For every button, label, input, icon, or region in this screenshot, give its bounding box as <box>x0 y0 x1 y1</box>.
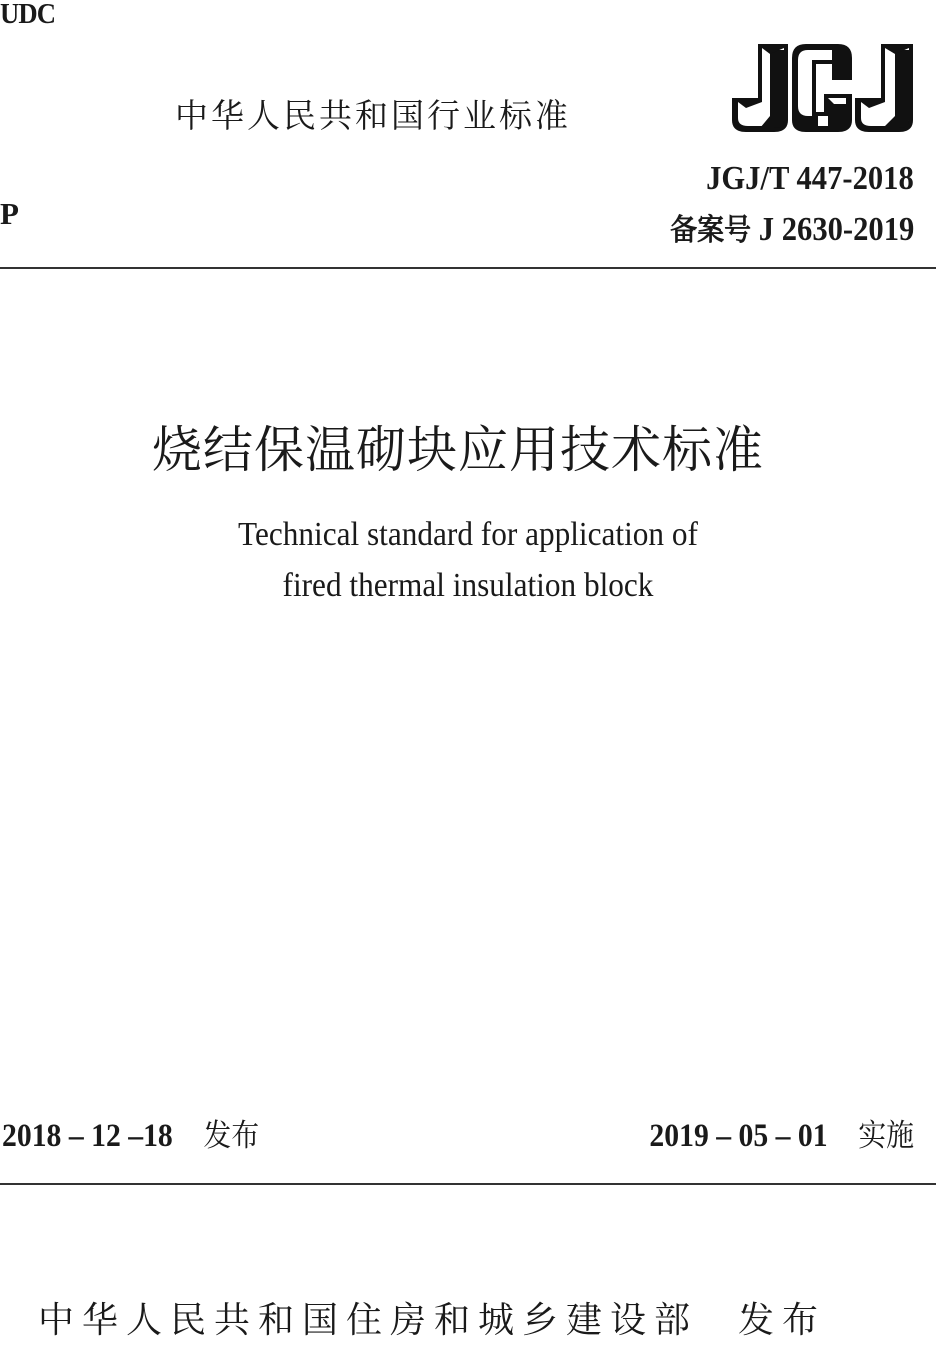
standard-number: JGJ/T 447-2018 <box>706 160 914 197</box>
effective-date-line <box>649 1110 914 1155</box>
effective-label: 实施 <box>858 1118 914 1154</box>
title-english-line2: fired thermal insulation block <box>282 567 654 604</box>
issue-date: 2018 – 12 –18 <box>2 1118 173 1154</box>
industry-standard-label: 中华人民共和国行业标准 <box>175 96 571 135</box>
publisher-line <box>38 1292 826 1343</box>
issue-label: 发布 <box>203 1118 260 1154</box>
title-english-line1: Technical standard for application of <box>238 516 698 553</box>
record-number: J 2630-2019 <box>758 211 914 248</box>
effective-date: 2019 – 05 – 01 <box>649 1118 828 1154</box>
issue-date-line <box>2 1110 259 1155</box>
publisher-name: 中华人民共和国住房和城乡建设部 <box>38 1300 699 1341</box>
record-prefix: 备案号 <box>669 213 751 248</box>
publish-label: 发布 <box>738 1300 827 1341</box>
footer-divider <box>0 1183 936 1185</box>
category-code: P <box>0 196 19 231</box>
jgj-logo-icon <box>730 42 915 134</box>
record-number-line <box>670 205 914 249</box>
header-divider <box>0 267 936 269</box>
title-chinese: 烧结保温砌块应用技术标准 <box>152 421 764 479</box>
udc-label: UDC <box>0 0 56 30</box>
